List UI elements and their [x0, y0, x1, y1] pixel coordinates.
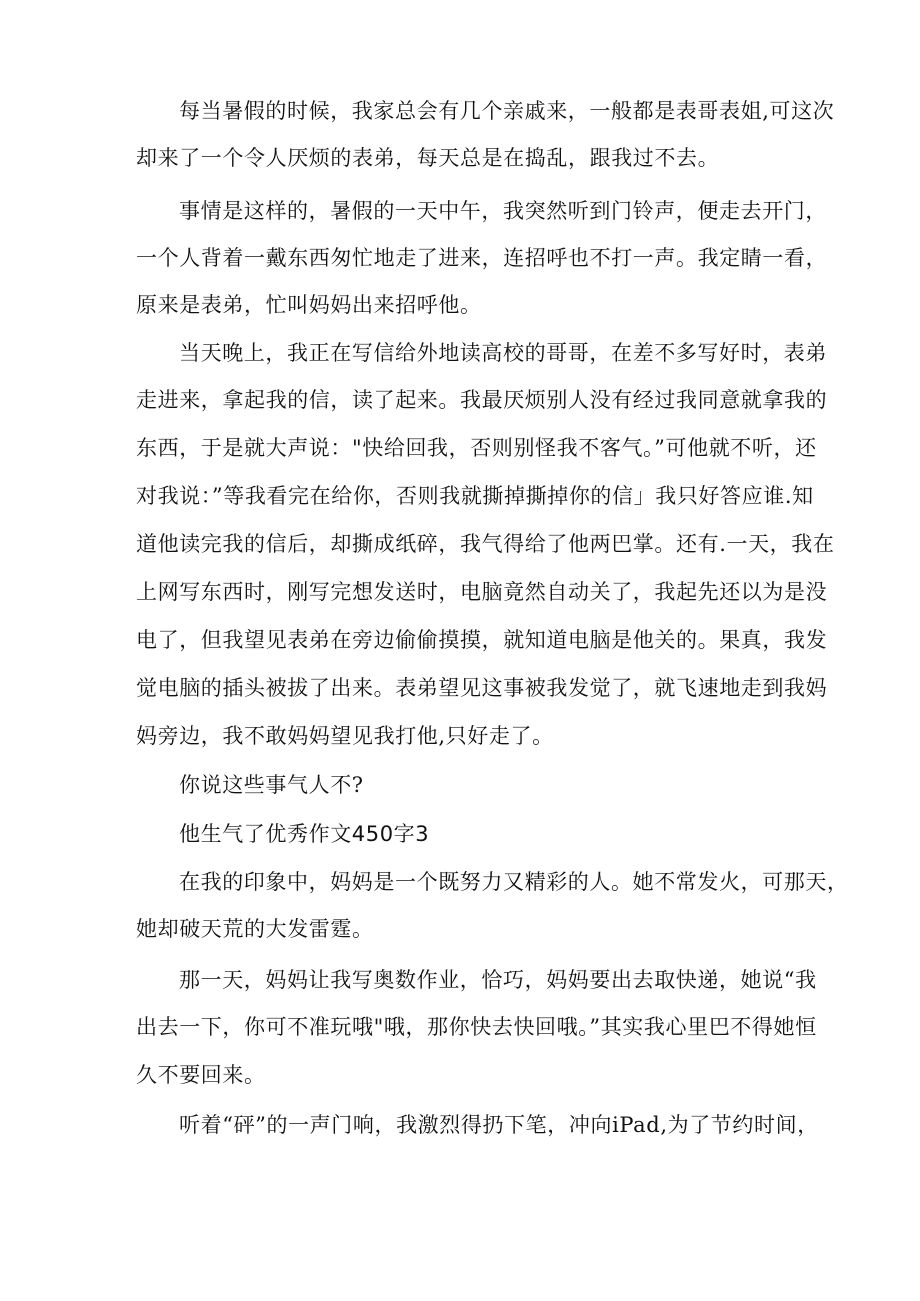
text-line: 那一天，妈妈让我写奥数作业，恰巧，妈妈要出去取快递，她说“我: [179, 968, 817, 992]
text-line: 原来是表弟，忙叫妈妈出来招呼他。: [136, 293, 482, 317]
text-line: 你说这些事气人不?: [179, 773, 364, 797]
text-line: 走进来，拿起我的信，读了起来。我最厌烦别人没有经过我同意就拿我的: [136, 388, 828, 412]
text-line: 久不要回来。: [136, 1063, 266, 1087]
text-line: 一个人背着一戴东西匆忙地走了进来，连招呼也不打一声。我定睛一看，: [136, 246, 828, 270]
text-line: 她却破天荒的大发雷霆。: [136, 917, 374, 941]
text-line: 上网写东西时，刚写完想发送时，电脑竟然自动关了，我起先还以为是没: [136, 580, 828, 604]
text-line: 却来了一个令人厌烦的表弟，每天总是在捣乱，跟我过不去。: [136, 146, 720, 170]
text-line: 当天晚上，我正在写信给外地读高校的哥哥，在差不多写好时，表弟: [179, 341, 827, 365]
text-line: 每当暑假的时候，我家总会有几个亲戚来，一般都是表哥表姐,可这次: [179, 99, 835, 123]
text-line: 道他读完我的信后，却撕成纸碎，我气得给了他两巴掌。还有.一天，我在: [136, 532, 835, 556]
text-line: 觉电脑的插头被拔了出来。表弟望见这事被我发觉了，就飞速地走到我妈: [136, 676, 828, 700]
text-line: 听着“砰”的一声门响，我激烈得扔下笔，冲向iPad,为了节约时间，: [179, 1113, 819, 1137]
text-line: 电了，但我望见表弟在旁边偷偷摸摸，就知道电脑是他关的。果真，我发: [136, 628, 828, 652]
text-line: 事情是这样的，暑假的一天中午，我突然听到门铃声，便走去开门，: [179, 199, 827, 223]
text-line: 出去一下，你可不准玩哦"哦，那你快去快回哦。”其实我心里巴不得她恒: [136, 1015, 817, 1039]
article-heading: 他生气了优秀作文450字3: [179, 822, 430, 846]
text-line: 妈旁边，我不敢妈妈望见我打他,只好走了。: [136, 724, 554, 748]
text-line: 在我的印象中，妈妈是一个既努力又精彩的人。她不常发火，可那天，: [179, 870, 849, 894]
text-line: 对我说：”等我看完在给你，否则我就撕掉撕掉你的信」我只好答应谁.知: [136, 484, 814, 508]
text-line: 东西，于是就大声说："快给回我，否则别怪我不客气。”可他就不听，还: [136, 436, 817, 460]
